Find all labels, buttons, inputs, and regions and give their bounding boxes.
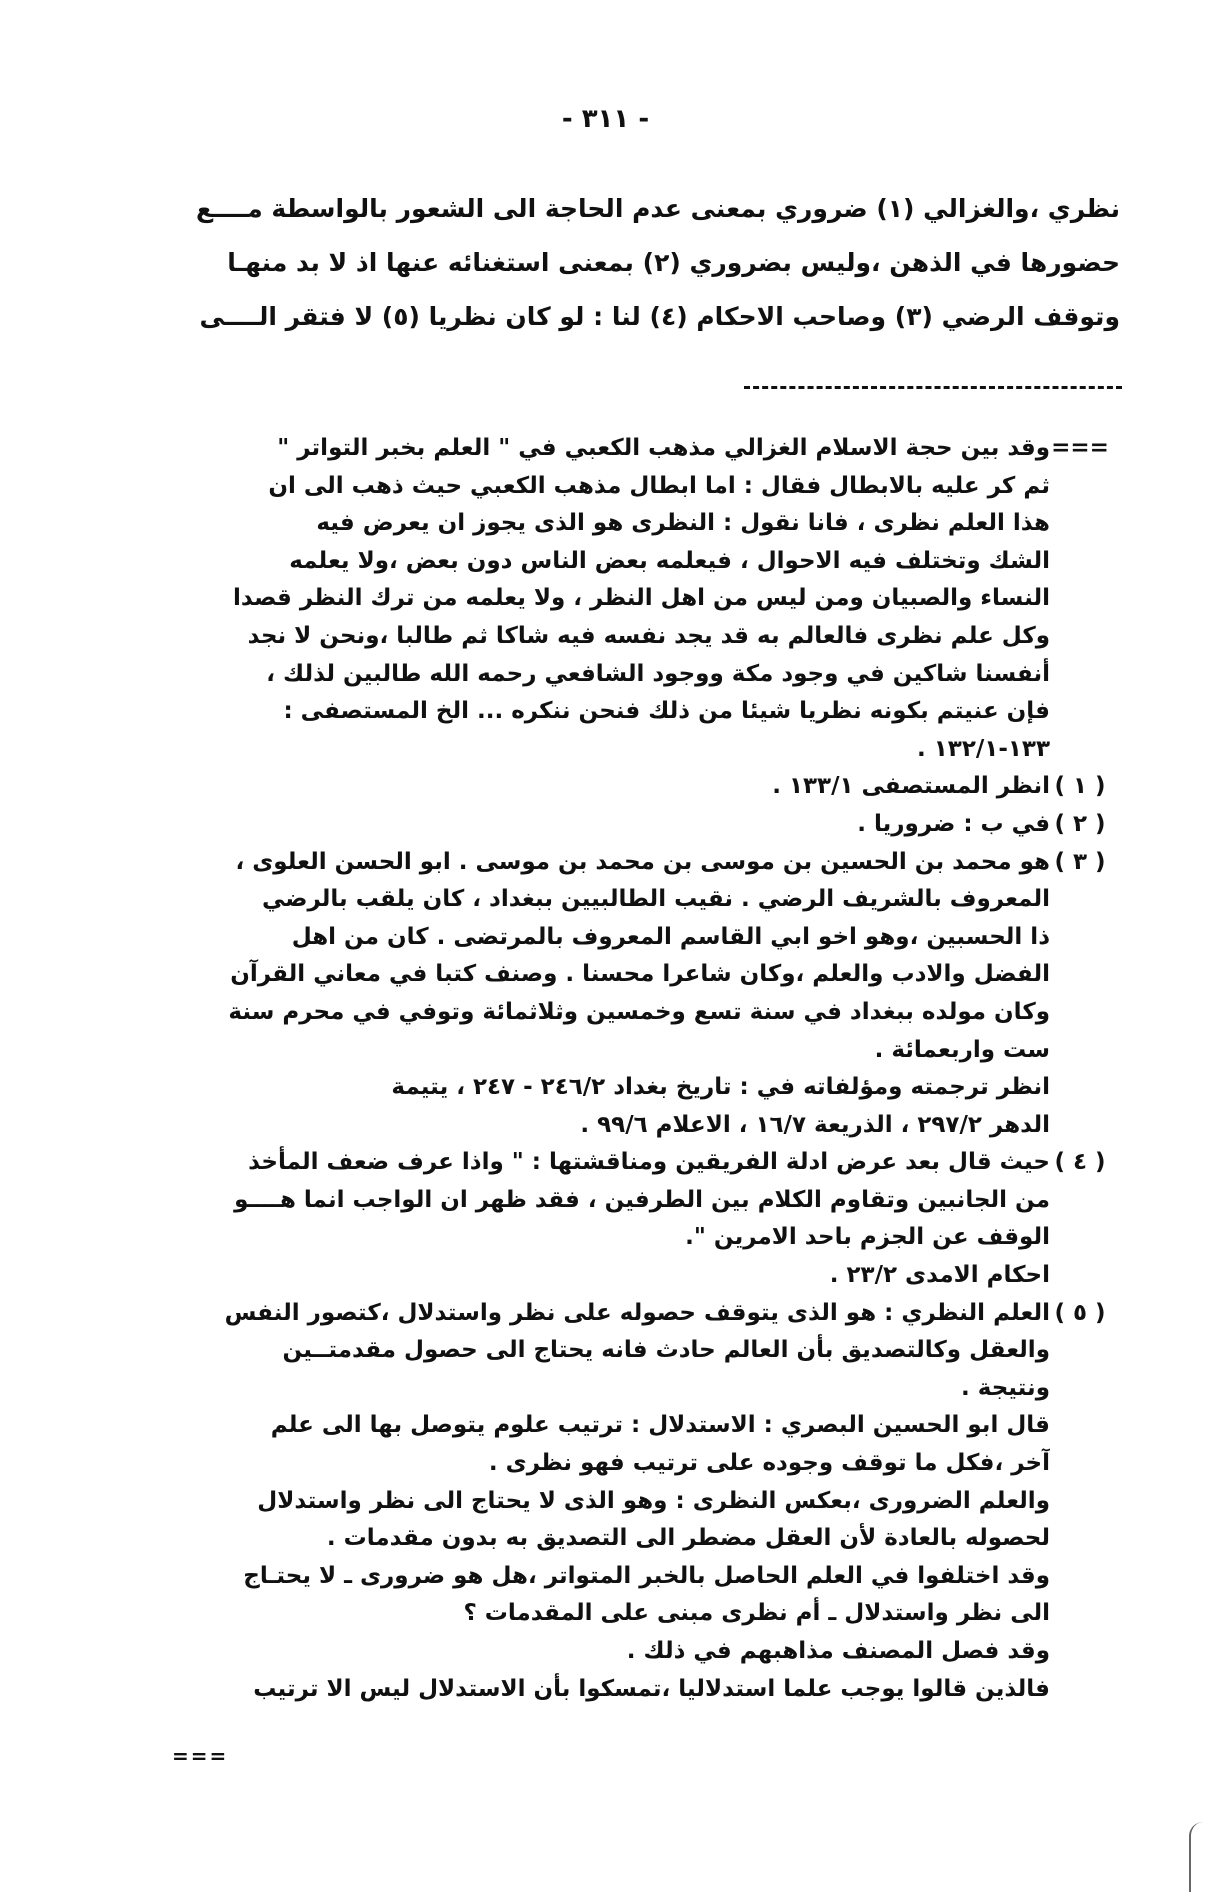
footnote-line: أنفسنا شاكين في وجود مكة ووجود الشافعي رحمه الله طالبين لذلك ، — [266, 660, 1050, 687]
footnote-line: انظر ترجمته ومؤلفاته في : تاريخ بغداد ٢٤٦/٢ - ٢٤٧ ، يتيمة — [391, 1074, 1050, 1101]
main-text-line: وتوقف الرضي (٣) وصاحب الاحكام (٤) لنا : لو كان نظريا (٥) لا فتقر الــــى — [199, 302, 1120, 331]
footnotes-section — [150, 430, 1110, 1708]
footnote-line: في ب : ضروريا . — [857, 810, 1050, 837]
footnote-separator — [744, 386, 1122, 389]
footnote-line: الى نظر واستدلال ـ أم نظرى مبنى على المقدمات ؟ — [463, 1600, 1050, 1627]
footnote-line: فإن عنيتم بكونه نظريا شيئا من ذلك فنحن ننكره ... الخ المستصفى : — [283, 698, 1050, 725]
page-number: - ٣١١ - — [561, 104, 650, 134]
footnote-line: الدهر ٢٩٧/٢ ، الذريعة ١٦/٧ ، الاعلام ٩٩/٦ . — [580, 1111, 1050, 1138]
main-text-line: نظري ،والغزالي (١) ضروري بمعنى عدم الحاجة الى الشعور بالواسطة مــــع — [195, 194, 1120, 223]
footnote-line: احكام الامدى ٢٣/٢ . — [829, 1262, 1050, 1289]
footnote-line: وكان مولده ببغداد في سنة تسع وخمسين وثلاثمائة وتوفي في محرم سنة — [228, 998, 1050, 1025]
margin-pen-stroke — [1189, 1822, 1205, 1892]
footnote-line: ثم كر عليه بالابطال فقال : اما ابطال مذهب الكعبي حيث ذهب الى ان — [268, 472, 1050, 499]
footnote-body — [150, 1295, 1050, 1709]
footnote-line: وقد فصل المصنف مذاهبهم في ذلك . — [626, 1638, 1050, 1664]
main-text-block — [190, 182, 1120, 344]
footnote-line: ١٣٣-١٣٢/١ . — [917, 735, 1050, 762]
footnote-marker: ( ٢ ) — [1054, 810, 1106, 837]
footnote-line: والعلم الضرورى ،بعكس النظرى : وهو الذى لا يحتاج الى نظر واستدلال — [257, 1487, 1050, 1514]
footnote-line: المعروف بالشريف الرضي . نقيب الطالبيين ببغداد ، كان يلقب بالرضي — [261, 886, 1050, 913]
footnote-line: فالذين قالوا يوجب علما استدلاليا ،تمسكوا بأن الاستدلال ليس الا ترتيب — [253, 1675, 1050, 1702]
footnote-body — [150, 844, 1050, 1145]
footnote-5 — [150, 1295, 1110, 1709]
footnote-1 — [150, 768, 1110, 806]
footnote-line: هذا العلم نظرى ، فانا نقول : النظرى هو الذى يجوز ان يعرض فيه — [316, 510, 1050, 537]
footnote-marker: ( ٣ ) — [1054, 848, 1106, 875]
footnote-line: هو محمد بن الحسين بن موسى بن محمد بن موسى . ابو الحسن العلوى ، — [235, 848, 1050, 875]
footnote-body — [150, 430, 1050, 768]
footnote-line: آخر ،فكل ما توقف وجوده على ترتيب فهو نظرى . — [488, 1450, 1050, 1477]
footnote-line: العلم النظري : هو الذى يتوقف حصوله على نظر واستدلال ،كتصور النفس — [224, 1299, 1050, 1326]
footnote-line: ست واربعمائة . — [874, 1036, 1050, 1063]
footnote-body — [150, 1144, 1050, 1294]
footnote-line: الوقف عن الجزم باحد الامرين ". — [685, 1224, 1050, 1251]
footnote-line: وكل علم نظرى فالعالم به قد يجد نفسه فيه شاكا ثم طالبا ،ونحن لا نجد — [247, 622, 1050, 649]
footnote-continuation — [150, 430, 1110, 768]
continuation-mark: === — [172, 1744, 229, 1768]
footnote-marker: === — [1051, 435, 1109, 461]
footnote-line: من الجانبين وتقاوم الكلام بين الطرفين ، فقد ظهر ان الواجب انما هــــو — [234, 1186, 1050, 1213]
footnote-line: الشك وتختلف فيه الاحوال ، فيعلمه بعض الناس دون بعض ،ولا يعلمه — [289, 547, 1050, 574]
footnote-line: النساء والصبيان ومن ليس من اهل النظر ، ولا يعلمه من ترك النظر قصدا — [232, 585, 1050, 612]
footnote-line: انظر المستصفى ١٣٣/١ . — [772, 773, 1050, 800]
footnote-2 — [150, 806, 1110, 844]
footnote-line: والعقل وكالتصديق بأن العالم حادث فانه يحتاج الى حصول مقدمتــين — [282, 1337, 1050, 1364]
footnote-marker: ( ٥ ) — [1054, 1299, 1106, 1326]
footnote-3 — [150, 844, 1110, 1145]
main-text-line: حضورها في الذهن ،وليس بضروري (٢) بمعنى استغنائه عنها اذ لا بد منهـا — [227, 248, 1120, 277]
footnote-marker: ( ٤ ) — [1054, 1149, 1106, 1176]
footnote-body — [150, 806, 1050, 844]
footnote-line: الفضل والادب والعلم ،وكان شاعرا محسنا . وصنف كتبا في معاني القرآن — [230, 961, 1050, 988]
footnote-line: ذا الحسبين ،وهو اخو ابي القاسم المعروف بالمرتضى . كان من اهل — [291, 923, 1050, 950]
footnote-line: لحصوله بالعادة لأن العقل مضطر الى التصديق به بدون مقدمات . — [326, 1525, 1050, 1552]
footnote-line: قال ابو الحسين البصري : الاستدلال : ترتيب علوم يتوصل بها الى علم — [270, 1412, 1050, 1439]
footnote-line: وقد بين حجة الاسلام الغزالي مذهب الكعبي في " العلم بخبر التواتر " — [277, 435, 1050, 461]
footnote-body — [150, 768, 1050, 806]
footnote-line: حيث قال بعد عرض ادلة الفريقين ومناقشتها : " واذا عرف ضعف المأخذ — [248, 1149, 1050, 1176]
footnote-line: وقد اختلفوا في العلم الحاصل بالخبر المتواتر ،هل هو ضرورى ـ لا يحتـاج — [243, 1562, 1050, 1589]
footnote-line: ونتيجة . — [961, 1374, 1050, 1401]
footnote-marker: ( ١ ) — [1054, 773, 1106, 800]
footnote-4 — [150, 1144, 1110, 1294]
